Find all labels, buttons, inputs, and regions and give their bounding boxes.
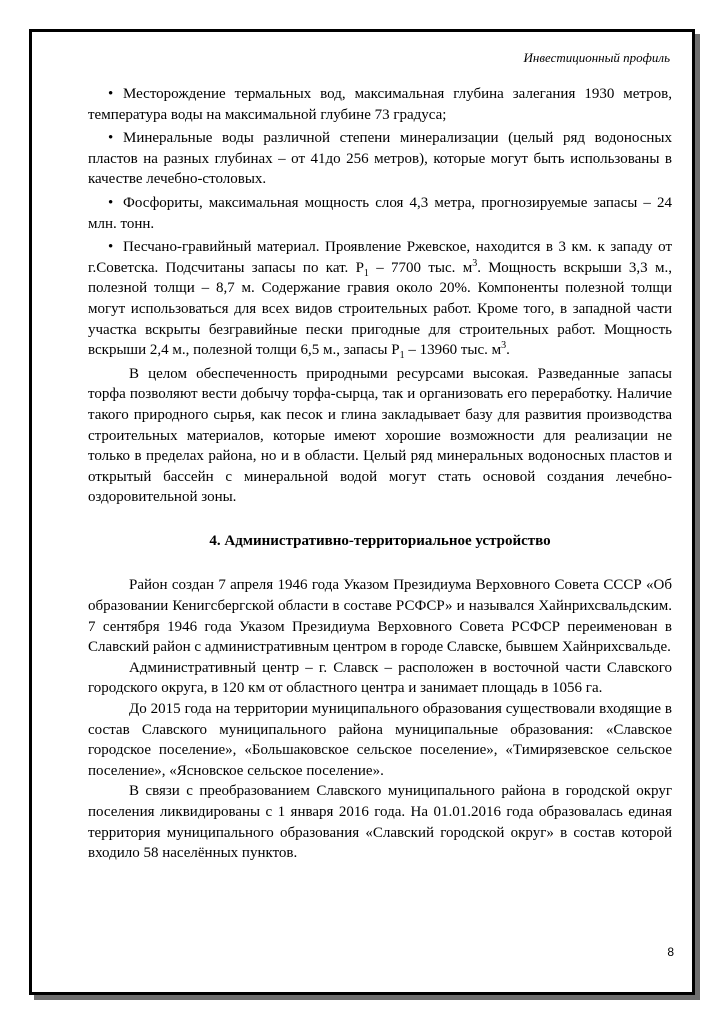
- bullet-icon: •: [108, 194, 114, 211]
- bullet-text: Месторождение термальных вод, максимальная глубина залегания 1930 метров, температура воды на максимальной глубине 73 градуса;: [88, 86, 672, 123]
- superscript: 3: [472, 257, 478, 269]
- bullet-text-part: Песчано-гравийный материал. Проявление Ржевское, находится в 3 км. к западу от г.Советска. Подсчитаны запасы по кат. Р: [88, 239, 672, 276]
- bullet-mineral-waters: [88, 128, 672, 190]
- bullet-phosphorites: [88, 193, 672, 234]
- bullet-thermal-waters: [88, 84, 672, 125]
- bullet-text: Фосфориты, максимальная мощность слоя 4,3 метра, прогнозируемые запасы – 24 млн. тонн.: [88, 194, 672, 232]
- bullet-text-part: .: [506, 342, 510, 359]
- bullet-icon: •: [108, 130, 114, 147]
- paragraph-municipal-formations: До 2015 года на территории муниципального образования существовали входящие в состав Славского муниципального района муниципальные образования: «Славское городское поселение», «Большаковское сельское поселение», «Тимирязевское сельское поселение», «Ясновское сельское поселение».: [88, 701, 672, 779]
- bullet-icon: •: [108, 86, 114, 102]
- bullet-text-part: – 7700 тыс. м: [368, 259, 473, 276]
- bullet-icon: •: [108, 239, 114, 256]
- running-header: Инвестиционный профиль: [523, 50, 670, 65]
- paragraph-district-history: Район создан 7 апреля 1946 года Указом Президиума Верховного Совета СССР «Об образовании Кенигсбергской области в составе РСФСР» и назывался Хайнрихсвальдским. 7 сентября 1946 года Указом Президиума Верховного Совета РСФСР переименован в Славский район с административным центром в городе Славске, бывшем Хайнрихсвальде.: [88, 577, 672, 656]
- document-body: [88, 84, 672, 864]
- page-number: 8: [667, 945, 674, 959]
- paragraph-admin-center: Административный центр – г. Славск – расположен в восточной части Славского городского округа, в 120 км от областного центра и занимает площадь в 1056 га.: [88, 659, 672, 697]
- section-heading: 4. Административно-территориальное устройство: [209, 532, 551, 549]
- bullet-text-part: . Мощность вскрыши 3,3 м., полезной толщи – 8,7 м. Содержание гравия около 20%. Компоненты полезной толщи могут использоваться для всех видов строительных работ. Кроме того, в западной части участка вскрыты безгравийные пески пригодные для строительных работ. Мощность вскрыши 2,4 м., полезной толщи 6,5 м., запасы Р: [88, 259, 672, 359]
- subscript: 1: [363, 267, 369, 279]
- paragraph-urban-district: В связи с преобразованием Славского муниципального района в городской округ поселения ликвидированы с 1 января 2016 года. На 01.01.2016 года образовалась единая территория муниципального образования «Славский городской округ» в состав которой входило 58 населённых пунктов.: [88, 783, 672, 862]
- paragraph-resources-summary: В целом обеспеченность природными ресурсами высокая. Разведанные запасы торфа позволяют вести добычу торфа-сырца, так и организовать его переработку. Наличие такого природного сырья, как песок и глина закладывает базу для развития производства строительных материалов, которые имеют хорошие возможности для реализации не только в пределах района, но и в области. Целый ряд минеральных водоносных пластов и открытый бассейн с минеральной водой могут стать основой создания лечебно-оздоровительной зоны.: [88, 365, 672, 506]
- bullet-sand-gravel: [88, 237, 672, 361]
- subscript: 1: [399, 350, 405, 362]
- bullet-text-part: – 13960 тыс. м: [404, 342, 502, 359]
- bullet-text: Минеральные воды различной степени минерализации (целый ряд водоносных пластов на разных глубинах – от 41до 256 метров), которые могут быть использованы в качестве лечебно-столовых.: [88, 130, 672, 188]
- superscript: 3: [501, 340, 507, 352]
